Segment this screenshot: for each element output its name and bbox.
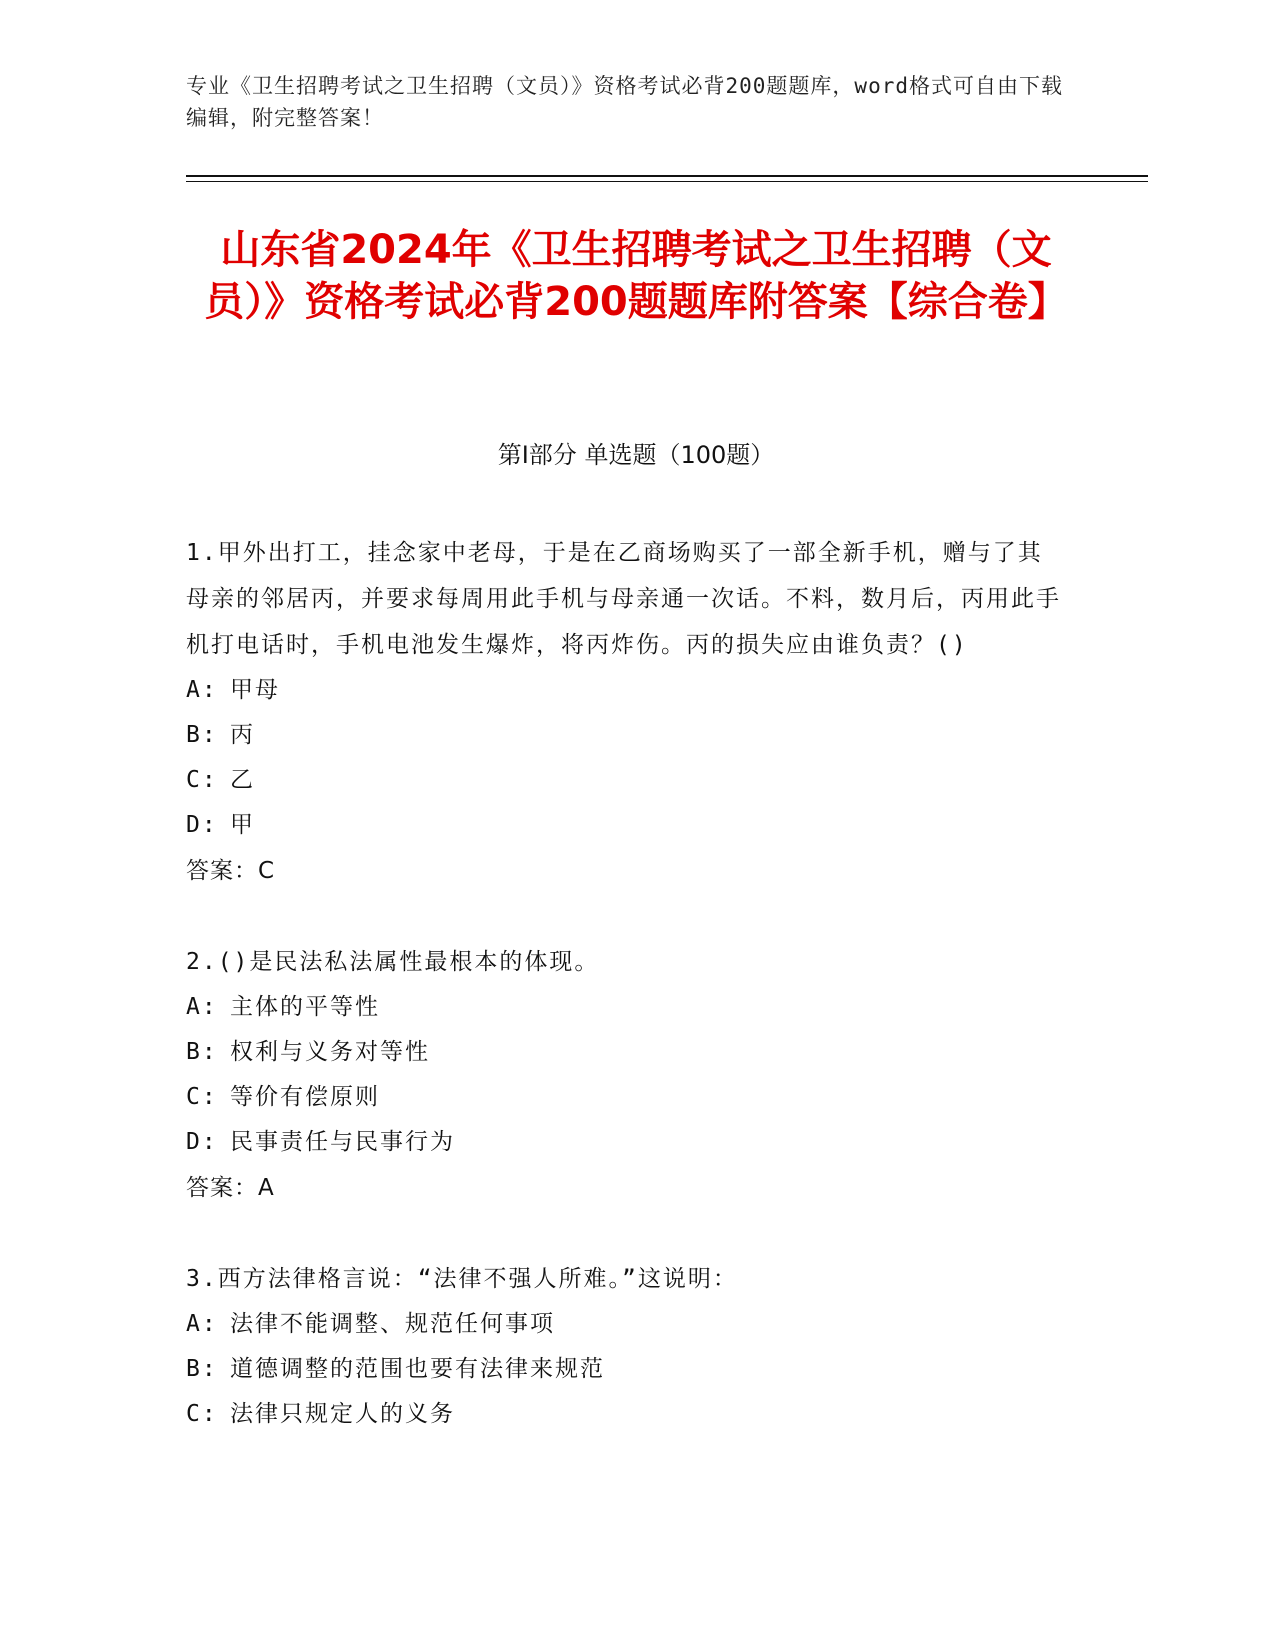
answer-label: 答案： bbox=[186, 1175, 258, 1201]
option-text: 民事责任与民事行为 bbox=[230, 1129, 455, 1155]
option-key: C: bbox=[186, 1084, 218, 1110]
section-title: 第I部分 单选题（100题） bbox=[497, 441, 775, 469]
document-title: 山东省2024年《卫生招聘考试之卫生招聘（文员）》资格考试必背200题题库附答案【综合卷】 bbox=[204, 227, 1068, 325]
answer-line bbox=[186, 1165, 1066, 1211]
option-text: 道德调整的范围也要有法律来规范 bbox=[230, 1356, 605, 1382]
option-text: 甲 bbox=[230, 812, 255, 838]
option-b bbox=[186, 1030, 1066, 1075]
question-stem: 2.()是民法私法属性最根本的体现。 bbox=[186, 949, 600, 975]
option-a bbox=[186, 1302, 1066, 1347]
answer-label: 答案： bbox=[186, 858, 258, 884]
answer-value: C bbox=[258, 858, 276, 884]
option-key: D: bbox=[186, 1129, 218, 1155]
answer-value: A bbox=[258, 1175, 275, 1201]
question-stem: 3.西方法律格言说：“法律不强人所难。”这说明： bbox=[186, 1266, 738, 1292]
option-c bbox=[186, 758, 1066, 803]
option-text: 主体的平等性 bbox=[230, 994, 380, 1020]
question-1 bbox=[186, 530, 1066, 894]
option-text: 法律不能调整、规范任何事项 bbox=[230, 1311, 555, 1337]
header-divider bbox=[186, 175, 1148, 177]
question-stem: 1.甲外出打工，挂念家中老母，于是在乙商场购买了一部全新手机，赠与了其母亲的邻居丙，并要求每周用此手机与母亲通一次话。不料，数月后，丙用此手机打电话时，手机电池发生爆炸，将丙炸伤。丙的损失应由谁负责？() bbox=[186, 540, 1061, 658]
option-key: B: bbox=[186, 1039, 218, 1065]
option-a bbox=[186, 668, 1066, 713]
option-text: 乙 bbox=[230, 767, 255, 793]
option-key: D: bbox=[186, 812, 218, 838]
option-d bbox=[186, 803, 1066, 848]
option-key: C: bbox=[186, 767, 218, 793]
question-3 bbox=[186, 1256, 1066, 1437]
option-key: B: bbox=[186, 722, 218, 748]
option-text: 权利与义务对等性 bbox=[230, 1039, 430, 1065]
option-text: 等价有偿原则 bbox=[230, 1084, 380, 1110]
option-a bbox=[186, 985, 1066, 1030]
answer-line bbox=[186, 848, 1066, 894]
option-d bbox=[186, 1120, 1066, 1165]
option-key: A: bbox=[186, 677, 218, 703]
option-key: A: bbox=[186, 1311, 218, 1337]
question-list bbox=[186, 530, 1066, 1482]
header-note: 专业《卫生招聘考试之卫生招聘（文员）》资格考试必背200题题库，word格式可自由下载编辑，附完整答案！ bbox=[186, 74, 1063, 130]
option-b bbox=[186, 713, 1066, 758]
option-c bbox=[186, 1392, 1066, 1437]
option-text: 法律只规定人的义务 bbox=[230, 1401, 455, 1427]
header-divider-thin bbox=[186, 181, 1148, 182]
question-2 bbox=[186, 939, 1066, 1211]
option-text: 丙 bbox=[230, 722, 255, 748]
option-c bbox=[186, 1075, 1066, 1120]
option-text: 甲母 bbox=[230, 677, 280, 703]
option-key: A: bbox=[186, 994, 218, 1020]
option-b bbox=[186, 1347, 1066, 1392]
option-key: C: bbox=[186, 1401, 218, 1427]
option-key: B: bbox=[186, 1356, 218, 1382]
